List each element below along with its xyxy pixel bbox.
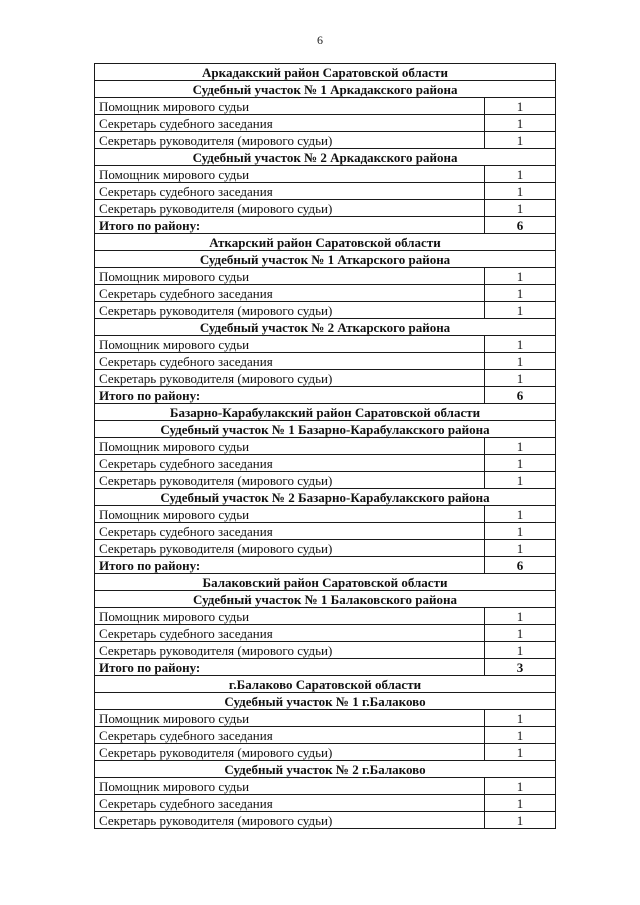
position-row [95,200,556,217]
position-row [95,370,556,387]
total-row [95,387,556,404]
position-row [95,812,556,829]
staffing-table-body [95,64,556,829]
position-row [95,795,556,812]
position-count: 1 [485,166,556,183]
position-title: Секретарь руководителя (мирового судьи) [95,370,485,387]
position-row [95,183,556,200]
position-row [95,778,556,795]
section-header-row [95,591,556,608]
position-count: 1 [485,353,556,370]
position-row [95,115,556,132]
position-count: 1 [485,472,556,489]
total-row [95,557,556,574]
section-header: Судебный участок № 2 Базарно-Карабулакского района [95,489,556,506]
position-row [95,302,556,319]
section-header: Судебный участок № 1 Аткарского района [95,251,556,268]
position-title: Секретарь судебного заседания [95,115,485,132]
position-title: Помощник мирового судьи [95,710,485,727]
section-header: Базарно-Карабулакский район Саратовской области [95,404,556,421]
position-title: Секретарь руководителя (мирового судьи) [95,472,485,489]
position-title: Секретарь судебного заседания [95,455,485,472]
position-title: Секретарь судебного заседания [95,285,485,302]
section-header: Судебный участок № 2 Аткарского района [95,319,556,336]
position-title: Помощник мирового судьи [95,506,485,523]
position-count: 1 [485,285,556,302]
position-title: Помощник мирового судьи [95,166,485,183]
position-title: Секретарь руководителя (мирового судьи) [95,302,485,319]
position-count: 1 [485,523,556,540]
section-header-row [95,421,556,438]
section-header-row [95,64,556,81]
page-number: 6 [317,33,323,47]
position-row [95,455,556,472]
position-row [95,710,556,727]
position-count: 1 [485,778,556,795]
position-title: Секретарь судебного заседания [95,727,485,744]
section-header: Балаковский район Саратовской области [95,574,556,591]
section-header: Судебный участок № 1 Аркадакского района [95,81,556,98]
position-row [95,285,556,302]
position-row [95,472,556,489]
section-header-row [95,149,556,166]
position-title: Помощник мирового судьи [95,268,485,285]
section-header-row [95,761,556,778]
position-row [95,132,556,149]
position-row [95,744,556,761]
position-row [95,336,556,353]
staffing-table [94,63,556,829]
position-count: 1 [485,642,556,659]
position-row [95,268,556,285]
section-header-row [95,574,556,591]
position-count: 1 [485,727,556,744]
position-row [95,608,556,625]
position-title: Помощник мирового судьи [95,98,485,115]
section-header-row [95,404,556,421]
total-count: 6 [485,217,556,234]
section-header: Судебный участок № 2 Аркадакского района [95,149,556,166]
position-title: Секретарь судебного заседания [95,523,485,540]
position-count: 1 [485,370,556,387]
position-count: 1 [485,795,556,812]
section-header: Судебный участок № 1 г.Балаково [95,693,556,710]
position-title: Секретарь руководителя (мирового судьи) [95,540,485,557]
position-count: 1 [485,336,556,353]
total-label: Итого по району: [95,217,485,234]
position-count: 1 [485,302,556,319]
position-title: Секретарь судебного заседания [95,183,485,200]
position-row [95,438,556,455]
position-row [95,353,556,370]
position-row [95,625,556,642]
position-count: 1 [485,268,556,285]
total-row [95,659,556,676]
position-count: 1 [485,625,556,642]
position-title: Секретарь судебного заседания [95,353,485,370]
position-title: Секретарь руководителя (мирового судьи) [95,744,485,761]
position-title: Секретарь судебного заседания [95,625,485,642]
position-title: Секретарь руководителя (мирового судьи) [95,812,485,829]
position-title: Помощник мирового судьи [95,336,485,353]
position-title: Секретарь руководителя (мирового судьи) [95,200,485,217]
total-label: Итого по району: [95,387,485,404]
position-count: 1 [485,132,556,149]
position-row [95,523,556,540]
position-count: 1 [485,98,556,115]
position-count: 1 [485,608,556,625]
section-header-row [95,234,556,251]
position-title: Помощник мирового судьи [95,608,485,625]
position-title: Секретарь руководителя (мирового судьи) [95,642,485,659]
position-row [95,727,556,744]
position-count: 1 [485,744,556,761]
section-header-row [95,489,556,506]
total-count: 3 [485,659,556,676]
section-header: Аткарский район Саратовской области [95,234,556,251]
position-count: 1 [485,812,556,829]
total-label: Итого по району: [95,659,485,676]
section-header: Судебный участок № 1 Базарно-Карабулакского района [95,421,556,438]
position-row [95,642,556,659]
section-header: Аркадакский район Саратовской области [95,64,556,81]
position-count: 1 [485,455,556,472]
position-title: Секретарь судебного заседания [95,795,485,812]
section-header-row [95,81,556,98]
position-title: Помощник мирового судьи [95,438,485,455]
section-header-row [95,251,556,268]
section-header: Судебный участок № 2 г.Балаково [95,761,556,778]
total-count: 6 [485,557,556,574]
position-title: Помощник мирового судьи [95,778,485,795]
section-header: Судебный участок № 1 Балаковского района [95,591,556,608]
position-count: 1 [485,183,556,200]
position-row [95,540,556,557]
total-count: 6 [485,387,556,404]
section-header-row [95,693,556,710]
position-row [95,506,556,523]
position-count: 1 [485,115,556,132]
section-header-row [95,319,556,336]
section-header-row [95,676,556,693]
position-row [95,166,556,183]
position-row [95,98,556,115]
position-title: Секретарь руководителя (мирового судьи) [95,132,485,149]
position-count: 1 [485,200,556,217]
position-count: 1 [485,506,556,523]
position-count: 1 [485,540,556,557]
total-row [95,217,556,234]
section-header: г.Балаково Саратовской области [95,676,556,693]
position-count: 1 [485,710,556,727]
position-count: 1 [485,438,556,455]
total-label: Итого по району: [95,557,485,574]
